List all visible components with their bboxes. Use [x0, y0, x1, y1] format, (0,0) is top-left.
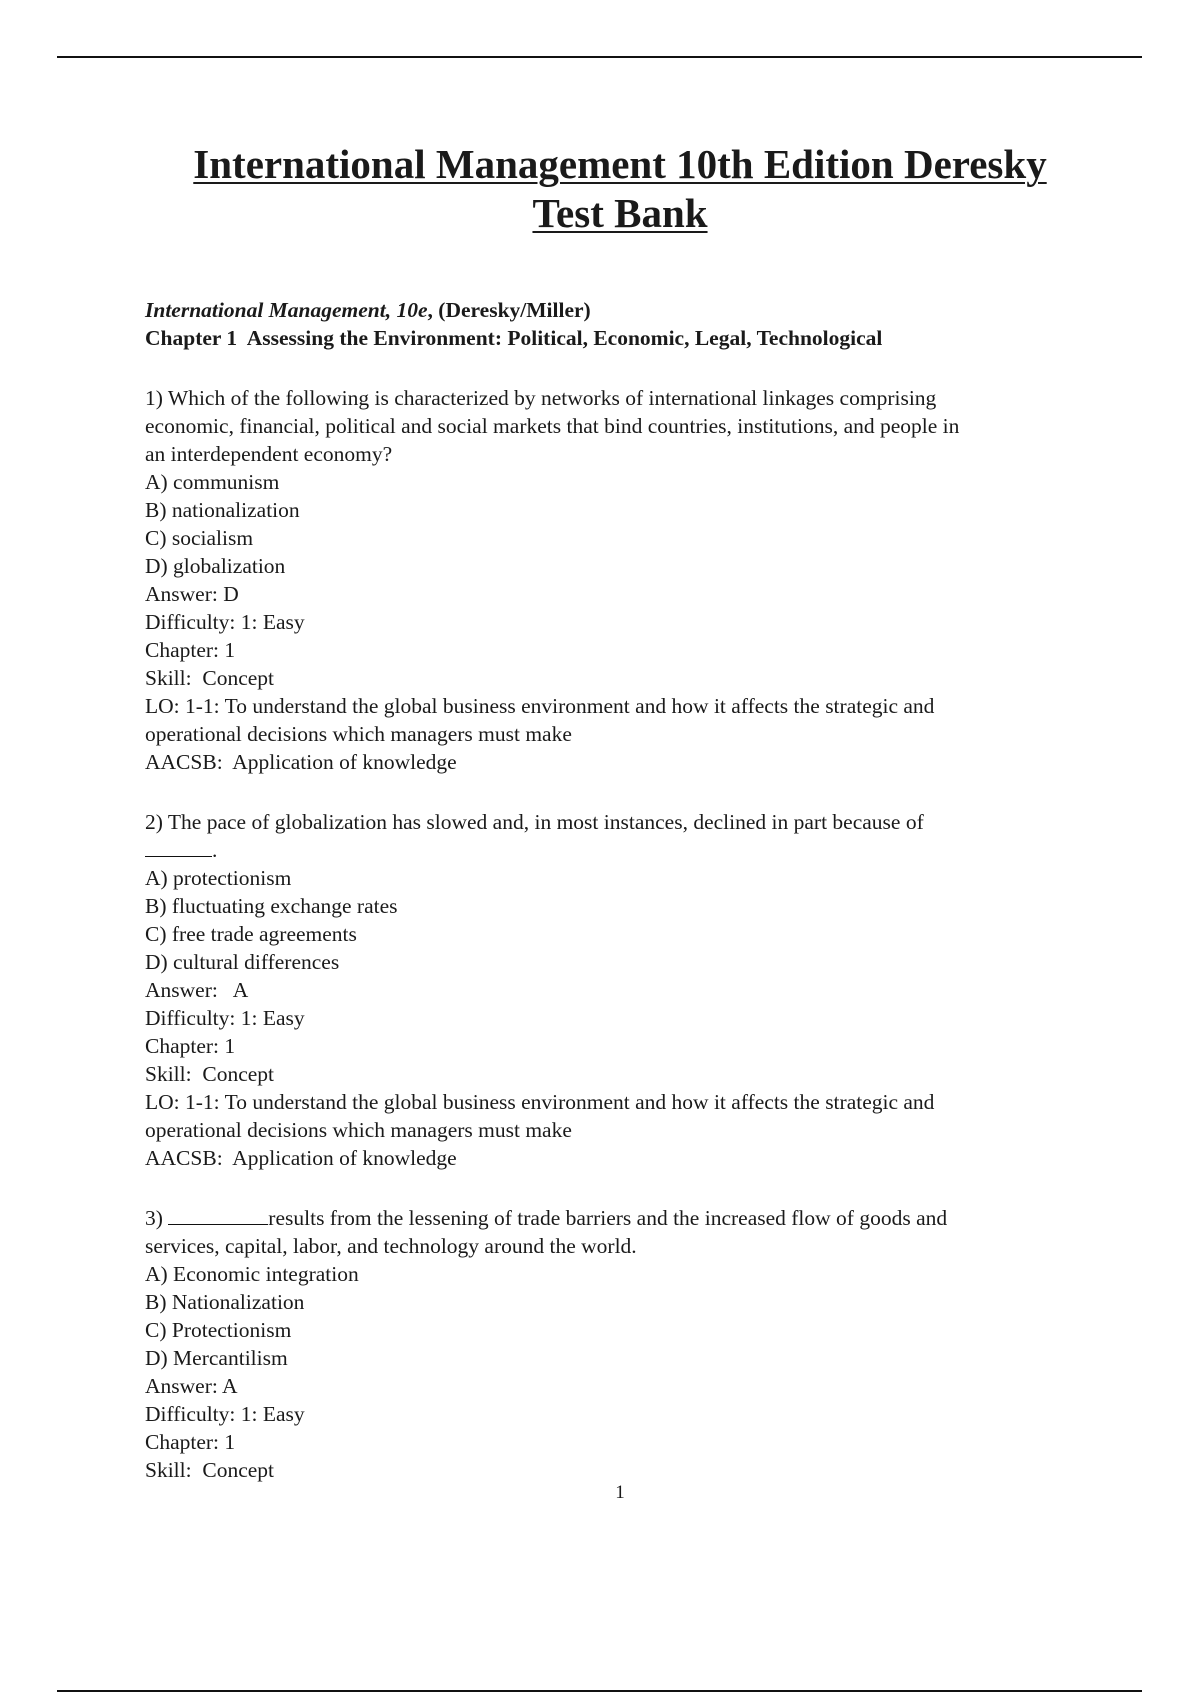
question-3: [145, 1204, 1095, 1484]
spacer: [145, 1172, 1095, 1204]
question-number: 3): [145, 1206, 169, 1230]
learning-objective: LO: 1-1: To understand the global business environment and how it affects the strategic and: [145, 694, 935, 718]
option-a: A) communism: [145, 470, 280, 494]
book-reference: [145, 296, 1095, 324]
question-1: [145, 384, 1095, 776]
answer: Answer: D: [145, 582, 239, 606]
difficulty: Difficulty: 1: Easy: [145, 610, 305, 634]
title-line-2: Test Bank: [532, 190, 708, 236]
skill: Skill: Concept: [145, 1062, 274, 1086]
chapter-heading: Chapter 1 Assessing the Environment: Political, Economic, Legal, Technological: [145, 326, 883, 350]
chapter: Chapter: 1: [145, 638, 236, 662]
option-d: D) globalization: [145, 554, 286, 578]
stem-rest: results from the lessening of trade barriers and the increased flow of goods and: [268, 1206, 948, 1230]
book-title: International Management, 10e: [145, 298, 428, 322]
document-title: [0, 140, 1200, 238]
learning-objective: operational decisions which managers must make: [145, 722, 572, 746]
skill: Skill: Concept: [145, 1458, 274, 1482]
test-bank-content: [145, 296, 1095, 1484]
option-b: B) Nationalization: [145, 1290, 305, 1314]
option-c: C) free trade agreements: [145, 922, 357, 946]
question-stem: [145, 1204, 1095, 1232]
question-stem: services, capital, labor, and technology around the world.: [145, 1234, 637, 1258]
difficulty: Difficulty: 1: Easy: [145, 1402, 305, 1426]
question-2: [145, 808, 1095, 1172]
stem-end: .: [212, 838, 218, 862]
question-stem: 2) The pace of globalization has slowed and, in most instances, declined in part because of: [145, 810, 924, 834]
skill: Skill: Concept: [145, 666, 274, 690]
question-stem: an interdependent economy?: [145, 442, 393, 466]
book-authors: , (Deresky/Miller): [427, 298, 591, 322]
page-number: 1: [615, 1482, 625, 1503]
learning-objective: LO: 1-1: To understand the global business environment and how it affects the strategic and: [145, 1090, 935, 1114]
chapter: Chapter: 1: [145, 1430, 236, 1454]
option-c: C) socialism: [145, 526, 254, 550]
option-b: B) nationalization: [145, 498, 300, 522]
learning-objective: operational decisions which managers must make: [145, 1118, 572, 1142]
chapter: Chapter: 1: [145, 1034, 236, 1058]
option-d: D) cultural differences: [145, 950, 340, 974]
option-a: A) protectionism: [145, 866, 292, 890]
difficulty: Difficulty: 1: Easy: [145, 1006, 305, 1030]
question-stem: 1) Which of the following is characterized by networks of international linkages comprising: [145, 386, 937, 410]
question-stem-blank-line: [145, 836, 1095, 864]
answer: Answer: A: [145, 978, 249, 1002]
option-a: A) Economic integration: [145, 1262, 359, 1286]
bottom-rule: [57, 1690, 1142, 1692]
question-stem: economic, financial, political and social markets that bind countries, institutions, and people in: [145, 414, 960, 438]
spacer: [145, 776, 1095, 808]
option-c: C) Protectionism: [145, 1318, 292, 1342]
option-d: D) Mercantilism: [145, 1346, 288, 1370]
fill-in-blank: [168, 1204, 268, 1225]
aacsb: AACSB: Application of knowledge: [145, 750, 457, 774]
option-b: B) fluctuating exchange rates: [145, 894, 398, 918]
answer: Answer: A: [145, 1374, 238, 1398]
top-rule: [57, 56, 1142, 58]
spacer: [145, 352, 1095, 384]
fill-in-blank: [145, 836, 212, 857]
title-line-1: International Management 10th Edition Deresky: [193, 141, 1047, 187]
aacsb: AACSB: Application of knowledge: [145, 1146, 457, 1170]
